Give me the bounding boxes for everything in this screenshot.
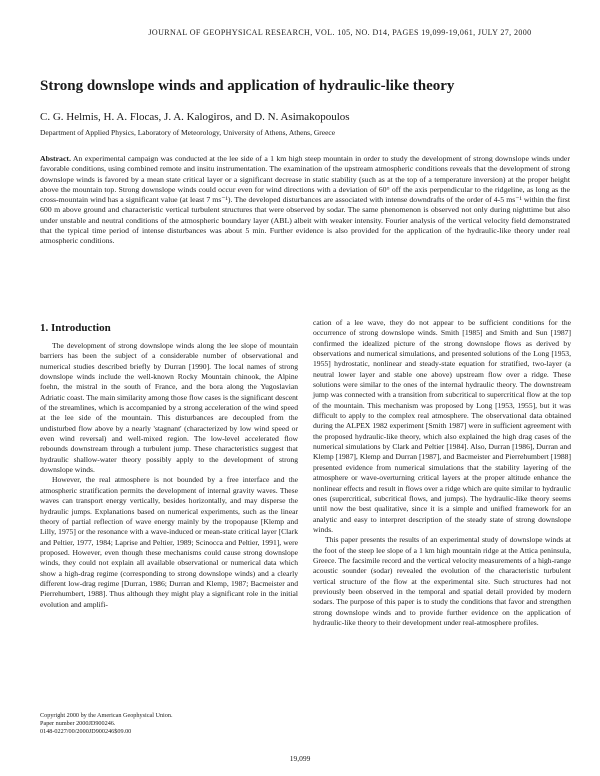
author-list: C. G. Helmis, H. A. Flocas, J. A. Kalogiros, and D. N. Asimakopoulos [40,111,350,123]
paper-title: Strong downslope winds and application of hydraulic-like theory [40,78,455,94]
body-paragraph: The development of strong downslope winds along the lee slope of mountain barriers has been the subject of a considerable number of observational and numerical studies described briefly by Durran [1990]. The local names of strong downslope winds include the well-known Rocky Mountain chinook, the Alpine foehn, the mistral in the south of France, and the bora along the Yugoslavian Adriatic coast. The main similarity among those flow cases is the significant descent of the streamlines, which is accompanied by a strong acceleration of the wind speed at the lee side of the mountain. This disturbances are decoupled from the undisturbed flow above by a nearly 'stagnant' (characterized by low wind speed or even wind reversal) and well-mixed region. The low-level accelerated flow rebounds downstream through a turbulent jump. These characteristics suggest that hydraulic shallow-water theory possibly apply to the development of strong downslope winds. [40,341,298,475]
page-number: 19,099 [289,754,311,763]
abstract-text: An experimental campaign was conducted at the lee side of a 1 km high steep mountain in order to study the development of strong downslope winds under favorable conditions, using combined remote and insitu instrumentation. The examination of the upstream atmospheric conditions reveals that the development of strong downslope winds is favored by a mean state critical layer or a significant decrease in static stability (such as at the top of a temperature inversion) at the proper height above the mountain top. Strong downslope winds could occur even for wind directions with a deviation of 60° off the axis perpendicular to the ridgeline, as long as the cross-mountain wind has a significant value (at least 7 ms⁻¹). The developed disturbances are associated with intense downdrafts of the order of 4-5 ms⁻¹ within the first 600 m above ground and characteristic vertical turbulent structures that were observed by sodar. The same phenomenon is observed not only during nighttime but also under unstable and neutral conditions of the atmospheric boundary layer (ABL) albeit with weaker intensity. Fourier analysis of the vertical velocity field demonstrated that the typical time period of intense disturbances was about 5 min. Further evidence is also provided for the application of the hydraulic-like theory under real atmospheric conditions. [40,154,570,246]
copyright-footnote [40,712,298,736]
body-paragraph: However, the real atmosphere is not bounded by a free interface and the atmospheric stratification permits the development of internal gravity waves. These waves can transport energy vertically, besides horizontally, and may disperse the hydraulic jumps. Explanations based on numerical experiments, such as the linear theory of partial reflection of wave energy mainly by the tropopause [Klemp and Lilly, 1975] or the resonance with a wave-induced or mean-state critical layer [Clark and Peltier, 1977, 1984; Laprise and Peltier, 1989; Scinocca and Peltier, 1991], were proposed. However, even though these mechanisms could cause strong downslope winds, they could not explain all available observational or numerical data which show a high-drag regime (corresponding to strong downslope winds) and a clearly different low-drag regime [Durran, 1986; Durran and Klemp, 1987; Bacmeister and Pierrehumbert, 1988]. Thus although they might play a significant role in the initial evolution and amplifi- [40,475,298,609]
article-code: 0148-0227/00/2000JD900246$09.00 [40,728,132,735]
body-paragraph: This paper presents the results of an experimental study of downslope winds at the foot of the steep lee slope of a 1 km high mountain ridge at the Attica peninsula, Greece. The facsimile record and the vertical velocity measurements of a high-range acoustic sounder (sodar) revealed the evolution of the characteristic turbulent vertical structure of the flow at the experimental site. Such structures had not previously been observed in the temporal and spatial detail provided by modern sodars. The purpose of this paper is to study the conditions that favor and strengthen strong downslope winds and to provide further evidence on the application of hydraulic-like theory to their development under real-atmosphere profiles. [313,535,571,627]
right-column [313,318,571,628]
section-heading-introduction: 1. Introduction [40,322,111,334]
abstract [40,154,570,247]
copyright-line: Copyright 2000 by the American Geophysical Union. [40,712,173,719]
left-column [40,341,298,610]
journal-header: JOURNAL OF GEOPHYSICAL RESEARCH, VOL. 105, NO. D14, PAGES 19,099-19,061, JULY 27, 2000 [148,28,532,37]
affiliation: Department of Applied Physics, Laboratory of Meteorology, University of Athens, Athens, Greece [40,128,336,137]
body-paragraph: cation of a lee wave, they do not appear to be sufficient conditions for the occurrence of strong downslope winds. Smith [1985] and Smith and Sun [1987] confirmed the idealized picture of the strong downslope flows as derived by observations and numerical simulations, and presented solutions of the Long [1953, 1955] hydrostatic, nonlinear and steady-state equation for stratified, two-layer (a neutral lower layer and stable one above) upstream flow over a ridge. These solutions were similar to the ones of the internal hydraulic theory. The downstream jump was connected with a transition from subcritical to supercritical flow at the top of the mountain. This mechanism was proposed by Long [1953, 1955], but it was difficult to apply to the complex real atmosphere. The observational data obtained during the ALPEX 1982 experiment [Smith 1987] were in sufficient agreement with the proposed hydraulic-like theory, which also explained the high drag cases of the numerical simulations by Clark and Peltier [1984]. Also, Durran [1986], Durran and Klemp [1987], Klemp and Durran [1987], and Bacmeister and Pierrehumbert [1988] presented evidence from numerical simulations that the stability layering of the atmosphere or wave-overturning critical layers at the proper altitude enhance the nonlinear effects and result in flows over a ridge which are quite similar to hydraulic ones (supercritical, subcritical flows, and jumps). The hydraulic-like theory seems until now the best qualitative, since it is a simple and unified framework for an analytic and easy to interpret description of the steady state of strong downslope winds. [313,318,571,534]
paper-number: Paper number 2000JD900246. [40,720,116,727]
abstract-label: Abstract. [40,154,71,163]
